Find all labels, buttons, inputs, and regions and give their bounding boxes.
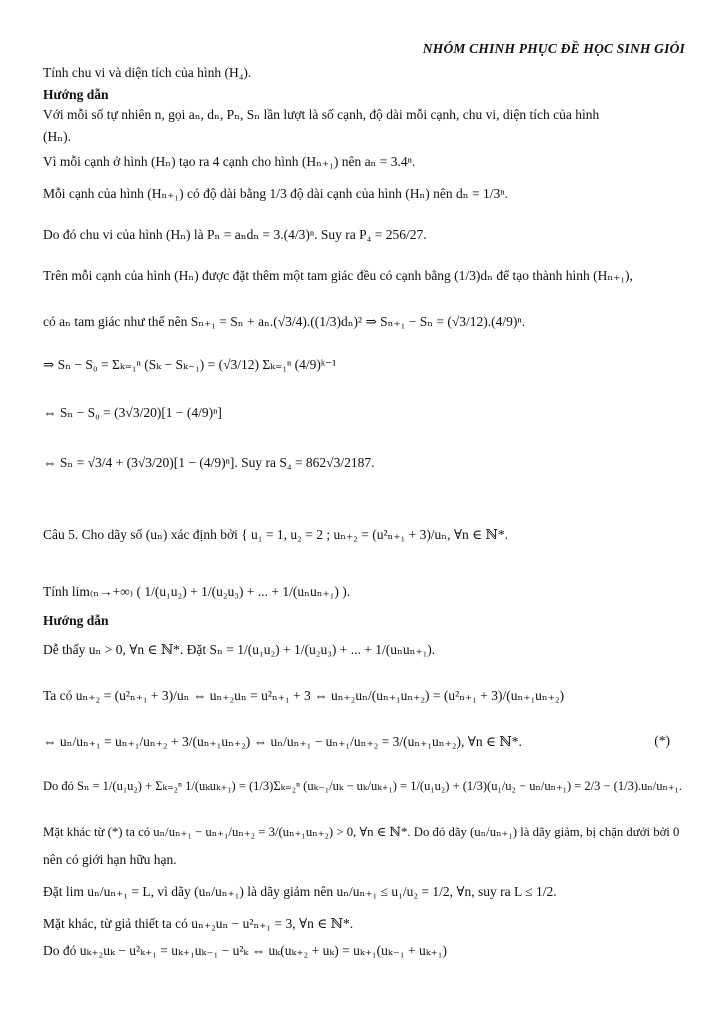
math-line: ⇒ Sₙ − S₀ = Σₖ₌₁ⁿ (Sₖ − Sₖ₋₁) = (√3/12) Σₖ₌₁ⁿ (4/9)ᵏ⁻¹ xyxy=(43,357,337,372)
text-line: Với mỗi số tự nhiên n, gọi aₙ, dₙ, Pₙ, Sₙ lần lượt là số cạnh, độ dài mỗi cạnh, chu vi, diện tích của hình xyxy=(43,107,600,122)
text-line: Do đó chu vi của hình (Hₙ) là Pₙ = aₙdₙ = 3.(4/3)ⁿ. Suy ra P₄ = 256/27. xyxy=(43,227,427,242)
text-line: Tính lim₍ₙ→+∞₎ ( 1/(u₁u₂) + 1/(u₂u₃) + ... + 1/(uₙuₙ₊₁) ). xyxy=(43,584,351,599)
text-line: Tính chu vi và diện tích của hình (H₄). xyxy=(43,65,252,80)
section-heading: Hướng dẫn xyxy=(43,87,109,102)
text-line: Do đó uₖ₊₂uₖ − u²ₖ₊₁ = uₖ₊₁uₖ₋₁ − u²ₖ ⇔ uₖ(uₖ₊₂ + uₖ) = uₖ₊₁(uₖ₋₁ + uₖ₊₁) xyxy=(43,943,448,958)
math-line: ⇔ Sₙ − S₀ = (3√3/20)[1 − (4/9)ⁿ] xyxy=(43,405,222,420)
math-line: ⇔ uₙ/uₙ₊₁ = uₙ₊₁/uₙ₊₂ + 3/(uₙ₊₁uₙ₊₂) ⇔ uₙ/uₙ₊₁ − uₙ₊₁/uₙ₊₂ = 3/(uₙ₊₁uₙ₊₂), ∀n ∈ ℕ*. xyxy=(43,734,522,749)
text-line: (Hₙ). xyxy=(43,129,71,144)
text-line: Mặt khác, từ giả thiết ta có uₙ₊₂uₙ − u²ₙ₊₁ = 3, ∀n ∈ ℕ*. xyxy=(43,916,354,931)
section-heading: Hướng dẫn xyxy=(43,613,109,628)
text-line: Mặt khác từ (*) ta có uₙ/uₙ₊₁ − uₙ₊₁/uₙ₊₂ = 3/(uₙ₊₁uₙ₊₂) > 0, ∀n ∈ ℕ*. Do đó dãy (uₙ/uₙ₊₁) là dãy giảm, bị chặn dưới bởi 0 xyxy=(43,825,680,839)
math-line: ⇔ Sₙ = √3/4 + (3√3/20)[1 − (4/9)ⁿ]. Suy ra S₄ = 862√3/2187. xyxy=(43,455,375,470)
text-line: Đặt lim uₙ/uₙ₊₁ = L, vì dãy (uₙ/uₙ₊₁) là dãy giảm nên uₙ/uₙ₊₁ ≤ u₁/u₂ = 1/2, ∀n, suy ra L ≤ 1/2. xyxy=(43,884,557,899)
text-line: nên có giới hạn hữu hạn. xyxy=(43,852,177,867)
text-line: Mỗi cạnh của hình (Hₙ₊₁) có độ dài bằng 1/3 độ dài cạnh của hình (Hₙ) nên dₙ = 1/3ⁿ. xyxy=(43,186,508,201)
question-line: Câu 5. Cho dãy số (uₙ) xác định bởi { u₁ = 1, u₂ = 2 ; uₙ₊₂ = (u²ₙ₊₁ + 3)/uₙ, ∀n ∈ ℕ*. xyxy=(43,527,509,542)
text-line: Vì mỗi cạnh ở hình (Hₙ) tạo ra 4 cạnh cho hình (Hₙ₊₁) nên aₙ = 3.4ⁿ. xyxy=(43,154,416,169)
text-line: Do đó Sₙ = 1/(u₁u₂) + Σₖ₌₂ⁿ 1/(uₖuₖ₊₁) = (1/3)Σₖ₌₂ⁿ (uₖ₋₁/uₖ − uₖ/uₖ₊₁) = 1/(u₁u₂) + (1/3)(u₁/u₂ − uₙ/uₙ₊₁) = 2/3 − (1/3).uₙ/uₙ₊₁. xyxy=(43,779,682,793)
text-line: Dễ thấy uₙ > 0, ∀n ∈ ℕ*. Đặt Sₙ = 1/(u₁u₂) + 1/(u₂u₃) + ... + 1/(uₙuₙ₊₁). xyxy=(43,642,436,657)
page-header: NHÓM CHINH PHỤC ĐỀ HỌC SINH GIỎI xyxy=(422,41,685,56)
text-line: Ta có uₙ₊₂ = (u²ₙ₊₁ + 3)/uₙ ⇔ uₙ₊₂uₙ = u²ₙ₊₁ + 3 ⇔ uₙ₊₂uₙ/(uₙ₊₁uₙ₊₂) = (u²ₙ₊₁ + 3)/(uₙ₊₁uₙ₊₂) xyxy=(43,688,565,703)
text-line: có aₙ tam giác như thế nên Sₙ₊₁ = Sₙ + aₙ.(√3/4).((1/3)dₙ)² ⇒ Sₙ₊₁ − Sₙ = (√3/12).(4/9)ⁿ. xyxy=(43,314,526,329)
equation-marker: (*) xyxy=(654,733,670,748)
text-line: Trên mỗi cạnh của hình (Hₙ) được đặt thêm một tam giác đều có cạnh bằng (1/3)dₙ để tạo thành hình (Hₙ₊₁), xyxy=(43,268,633,283)
